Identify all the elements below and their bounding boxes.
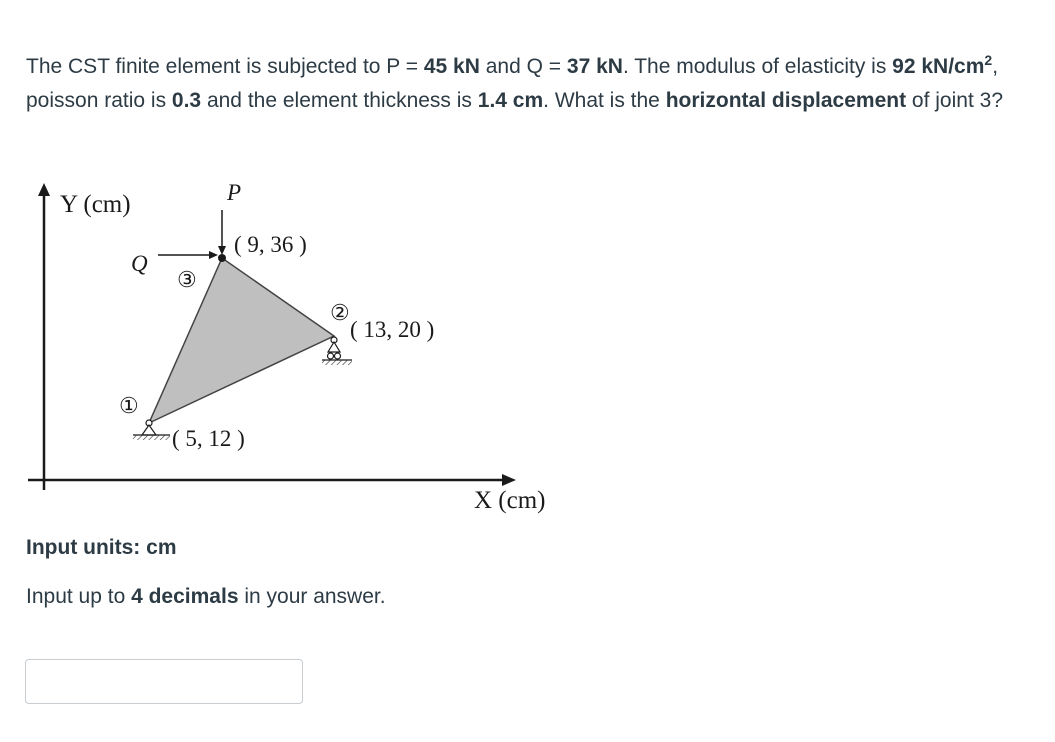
poisson-value: 0.3 (171, 89, 202, 112)
load-p-arrow (218, 210, 226, 255)
p-value: 45 kN (423, 55, 480, 78)
node-1-coords: ( 5, 12 ) (172, 426, 245, 451)
joint-number: 3 (979, 89, 992, 112)
load-p-label: P (227, 180, 242, 205)
input-units-note (26, 534, 177, 562)
y-axis-label: Y (cm) (60, 191, 131, 218)
question-part: of joint (906, 89, 980, 112)
node-3-dot (218, 254, 226, 262)
answer-input[interactable] (25, 659, 303, 704)
question-part: The CST finite element is subjected to P = (26, 55, 424, 78)
node-3-coords: ( 9, 36 ) (234, 232, 307, 257)
y-axis (38, 183, 50, 490)
question-part: . The modulus of elasticity is (622, 55, 893, 78)
input-units-value: cm (146, 536, 177, 559)
node-2-marker: ② (330, 300, 350, 325)
x-axis (28, 474, 516, 486)
q-value: 37 kN (566, 55, 623, 78)
decimals-note (26, 583, 386, 611)
node-2-coords: ( 13, 20 ) (350, 317, 435, 342)
load-q-label: Q (131, 251, 148, 276)
load-q-arrow (158, 251, 218, 259)
decimals-text: in your answer. (238, 585, 386, 608)
x-axis-label: X (cm) (474, 487, 546, 514)
question-part: , poisson ratio is (26, 55, 999, 112)
input-units-prefix: Input units: (26, 536, 147, 559)
node-1-marker: ① (119, 393, 139, 418)
thickness-value: 1.4 cm (477, 89, 544, 112)
question-part: ? (991, 89, 1003, 112)
question-part: . What is the (543, 89, 666, 112)
roller-support (322, 337, 352, 365)
asked-quantity: horizontal displacement (665, 89, 907, 112)
modulus-exponent: 2 (984, 52, 993, 68)
decimals-count: 4 decimals (131, 585, 239, 608)
node-3-marker: ③ (177, 267, 197, 292)
question-part: and Q = (479, 55, 567, 78)
pin-support (133, 420, 170, 440)
decimals-text: Input up to (26, 585, 132, 608)
modulus-text: 92 kN/cm (892, 55, 985, 78)
question-part: and the element thickness is (201, 89, 478, 112)
